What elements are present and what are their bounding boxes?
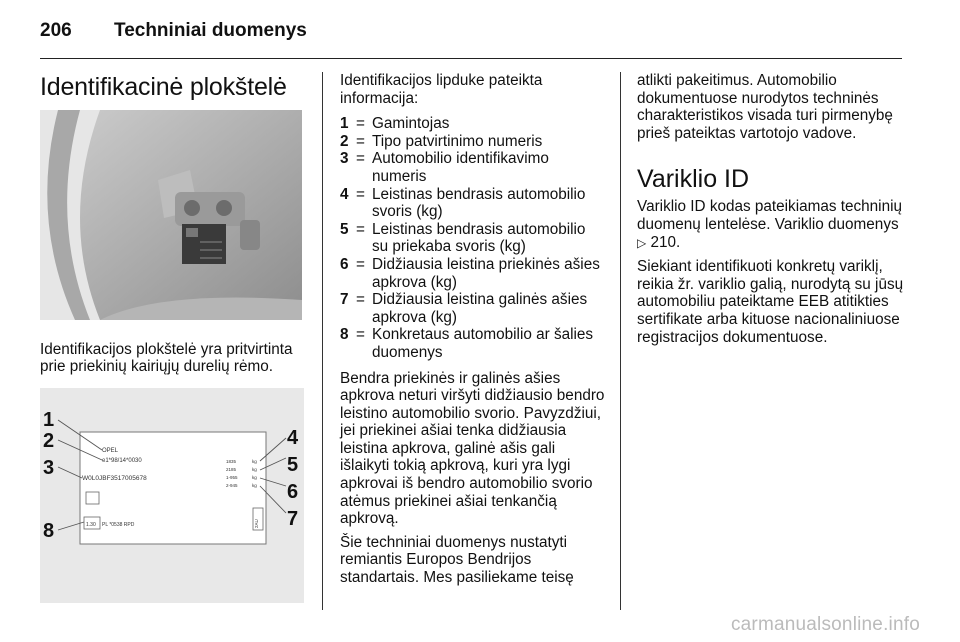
plate-legend bbox=[340, 115, 605, 361]
door-frame-photo bbox=[40, 110, 302, 320]
plate-paint: 2AU bbox=[254, 519, 259, 528]
plate-vin: W0L0JBF3517005678 bbox=[82, 474, 147, 482]
legend-item: 1 = Gamintojas bbox=[340, 115, 450, 133]
engine-id-paragraph: Variklio ID kodas pateikiamas techninių duomenų lentelėse. Variklio duomenys ▷ 210. bbox=[637, 198, 902, 251]
page-number: 206 bbox=[40, 20, 72, 41]
plate-weight-3: 1-955 bbox=[226, 474, 238, 480]
legend-intro: Identifikacijos lipduke pateikta informacija: bbox=[340, 72, 543, 107]
callout-5: 5 bbox=[287, 453, 299, 476]
plate-unit-3: kg bbox=[252, 474, 257, 480]
callout-8: 8 bbox=[43, 519, 55, 542]
callout-2: 2 bbox=[43, 429, 55, 452]
callout-6: 6 bbox=[287, 480, 299, 503]
legend-item: 8 = Konkretaus automobilio ar šalies duomenys bbox=[340, 326, 594, 361]
callout-7: 7 bbox=[287, 507, 299, 530]
plate-heading: Identifikacinė plokštelė bbox=[40, 73, 287, 101]
plate-weight-1: 1835 bbox=[226, 458, 237, 464]
legend-item: 3 = Automobilio identifikavimo numeris bbox=[340, 150, 549, 185]
callout-4: 4 bbox=[287, 426, 299, 449]
column-2 bbox=[340, 72, 605, 593]
page-ref-icon: ▷ bbox=[637, 235, 647, 250]
engine-id-heading: Variklio ID bbox=[637, 165, 750, 194]
plate-caption: Identifikacijos plokštelė yra pritvirtinta prie priekinių kairiųjų durelių rėmo. bbox=[40, 340, 293, 376]
column-3 bbox=[637, 72, 907, 352]
legend-item: 6 = Didžiausia leistina priekinės ašies apkrova (kg) bbox=[340, 255, 600, 291]
plate-weight-4: 2-945 bbox=[226, 482, 238, 488]
plate-unit-1: kg bbox=[252, 458, 257, 464]
callout-1: 1 bbox=[43, 408, 55, 431]
legend-item: 7 = Didžiausia leistina galinės ašies apkrova (kg) bbox=[340, 291, 588, 326]
header-rule bbox=[40, 58, 902, 59]
plate-diagram bbox=[40, 388, 304, 603]
plate-unit-2: kg bbox=[252, 466, 257, 472]
column-divider-2 bbox=[620, 72, 621, 610]
standards-paragraph: Šie techniniai duomenys nustatyti remiantis Europos Bendrijos standartais. Mes pasiliekame teisę bbox=[340, 533, 574, 587]
page-ref-link[interactable]: 210. bbox=[650, 233, 681, 251]
axle-load-paragraph: Bendra priekinės ir galinės ašies apkrova neturi viršyti didžiausio bendro leistino automobilio svorio. Pavyzdžiui, jei priekinei ašiai tenka didžiausia leistina apkrova, galinė ašis gali išlaikyti tokią apkrovą, kuri yra lygi apkrovai iš bendro automobilio svorio atėmus priekinei ašiai tenkančią apkrovą. bbox=[340, 369, 605, 528]
plate-approval: e1*98/14*0030 bbox=[102, 457, 142, 464]
plate-market: PL *0538 RPD bbox=[102, 521, 135, 528]
legend-item: 4 = Leistinas bendrasis automobilio svoris (kg) bbox=[340, 185, 586, 221]
engine-identify-paragraph: Siekiant identifikuoti konkretų variklį, reikia žr. variklio galią, nurodytą su jūsų automobiliu pateiktame EEB atitikties sertifikate arba kituose nacionaliniuose registracijos dokumentuose. bbox=[637, 258, 904, 346]
legend-item: 2 = Tipo patvirtinimo numeris bbox=[340, 132, 543, 150]
plate-maker: OPEL bbox=[102, 447, 119, 454]
legend-item: 5 = Leistinas bendrasis automobilio su priekaba svoris (kg) bbox=[340, 220, 586, 256]
watermark: carmanualsonline.info bbox=[730, 614, 920, 635]
column-1 bbox=[40, 72, 304, 607]
continuation-paragraph: atlikti pakeitimus. Automobilio dokumentuose nurodytos techninės charakteristikos visada turi pirmenybę prieš pateiktas vartotojo vadove. bbox=[637, 72, 893, 142]
plate-unit-4: kg bbox=[252, 482, 257, 488]
page-header bbox=[40, 20, 307, 42]
callout-3: 3 bbox=[43, 456, 55, 479]
plate-code: 1.30 bbox=[86, 521, 96, 528]
column-divider-1 bbox=[322, 72, 323, 610]
section-title: Techniniai duomenys bbox=[114, 20, 307, 41]
plate-weight-2: 2185 bbox=[226, 466, 237, 472]
